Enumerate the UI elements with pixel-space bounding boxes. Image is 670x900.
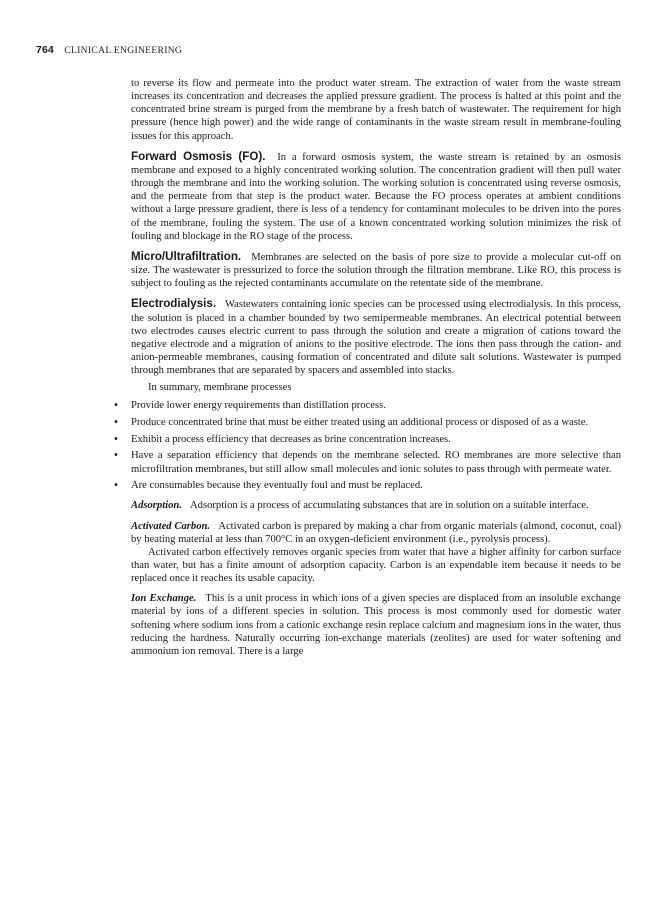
micro-ultrafiltration-text: Membranes are selected on the basis of pore size to provide a molecular cut-off on size. The wastewater is pressurized to force the solution through the filtration membrane. Like RO, this process is subject to fouling as the rejected contaminants accumulate on the retentate side of the membrane. <box>131 251 621 290</box>
intro-paragraph: to reverse its flow and permeate into the product water stream. The extraction of water from the waste stream increases its concentration and decreases the applied pressure gradient. The process is halted at this point and the concentrated brine stream is purged from the membrane by a fresh batch of wastewater. The requirement for high pressure (hence high power) and the wide range of contaminants in the waste stream result in membrane-fouling issues for this approach. <box>131 78 621 142</box>
micro-ultrafiltration-heading: Micro/Ultrafiltration. <box>131 249 242 263</box>
bullet-icon: • <box>113 400 119 412</box>
micro-ultrafiltration-section <box>131 250 621 290</box>
adsorption-section <box>131 499 621 512</box>
bullet-icon: • <box>113 450 119 462</box>
list-item: • Provide lower energy requirements than distillation process. <box>113 400 386 412</box>
list-item: • Produce concentrated brine that must be either treated using an additional process or disposed of as a waste. <box>113 417 589 429</box>
activated-carbon-section <box>131 520 621 546</box>
activated-carbon-text: Activated carbon is prepared by making a char from organic materials (almond, coconut, coal) by heating material at less than 700°C in an oxygen-deficient environment (i.e., pyrolysis process). <box>131 520 621 545</box>
activated-carbon-paragraph-2: Activated carbon effectively removes organic species from water that have a higher affinity for carbon surface than water, but has a finite amount of adsorption capacity. Carbon is an expendable item because it needs to be replaced once it reaches its usable capacity. <box>131 546 621 585</box>
ion-exchange-text: This is a unit process in which ions of a given species are displaced from an insoluble exchange material by ions of a different species in solution. This process is most commonly used for domestic water softening where sodium ions from a cationic exchange resin replace calcium and magnesium ions in the water, thus reducing the hardness. Naturally occurring ion-exchange materials (zeolites) are used for water softening and ammonium ion removal. There is a large <box>131 593 621 657</box>
running-title: CLINICAL ENGINEERING <box>64 45 183 56</box>
forward-osmosis-text: In a forward osmosis system, the waste stream is retained by an osmosis membrane and exposed to a highly concentrated working solution. The concentration gradient will then pull water through the membrane and into the working solution. The working solution is concentrated using reverse osmosis, and the permeate from that step is the product water. Because the FO process operates at ambient conditions without a large pressure gradient, there is less of a tendency for contaminant molecules to be driven into the pores of the membrane, fouling the system. The use of a known concentrated working solution minimizes the risk of fouling and blockage in the RO stage of the process. <box>131 151 621 242</box>
bullet-icon: • <box>113 417 119 429</box>
membrane-bullet-list <box>113 399 621 492</box>
page-header <box>36 44 182 56</box>
bullet-icon: • <box>113 433 119 445</box>
ion-exchange-heading: Ion Exchange. <box>131 593 197 605</box>
forward-osmosis-section <box>131 150 621 243</box>
ion-exchange-section <box>131 592 621 658</box>
activated-carbon-heading: Activated Carbon. <box>131 520 211 532</box>
electrodialysis-section <box>131 297 621 377</box>
list-item: • Exhibit a process efficiency that decreases as brine concentration increases. <box>113 433 451 445</box>
forward-osmosis-heading: Forward Osmosis (FO). <box>131 149 266 163</box>
adsorption-heading: Adsorption. <box>131 500 182 512</box>
bullet-icon: • <box>113 480 119 492</box>
list-item: • Have a separation efficiency that depends on the membrane selected. RO membranes are more selective than microfiltration membranes, but still allow small molecules and ionic solutes to pass through with permeate water. <box>113 450 621 475</box>
body-column <box>113 77 621 658</box>
page-number: 764 <box>36 44 54 56</box>
list-item: • Are consumables because they eventually foul and must be replaced. <box>113 480 423 492</box>
adsorption-text: Adsorption is a process of accumulating substances that are in solution on a suitable interface. <box>190 500 589 512</box>
electrodialysis-heading: Electrodialysis. <box>131 297 217 311</box>
electrodialysis-text: Wastewaters containing ionic species can be processed using electrodialysis. In this process, the solution is placed in a chamber bounded by two semipermeable membranes. An electrical potential between two electrodes causes electric current to pass through the solution and create a migration of cations toward the negative electrode and a migration of anions to the positive electrode. The ions then pass through the cation- and anion-permeable membranes, causing formation of concentrated and dilute salt solutions. Wastewater is pumped through membranes that are separated by spacers and assembled into stacks. <box>131 299 621 377</box>
summary-line: In summary, membrane processes <box>148 382 292 394</box>
